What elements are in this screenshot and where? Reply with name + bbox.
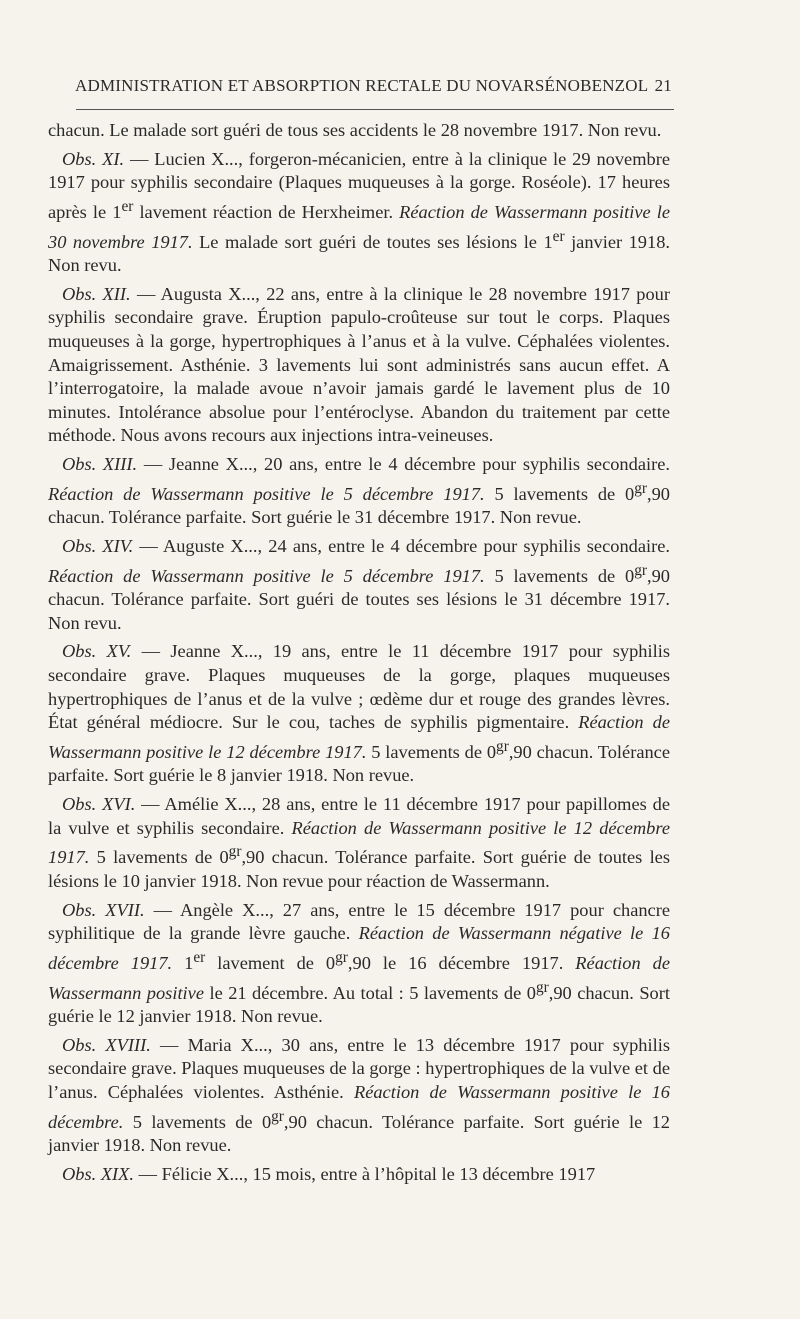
observation-16 bbox=[48, 793, 670, 894]
observation-text: — Auguste X..., 24 ans, entre le 4 décembre pour syphilis secondaire. Réaction de Wassermann positive le 5 décembre 1917. 5 lavements de $0^{gr},90$ chacun. Tolérance parfaite. Sort guéri de toutes ses lésions le 31 décembre 1917. Non revu. bbox=[48, 535, 671, 633]
observation-label: Obs. XVIII. bbox=[62, 1034, 151, 1055]
observation-text: — Augusta X..., 22 ans, entre à la clinique le 28 novembre 1917 pour syphilis secondaire grave. Éruption papulo-croûteuse sur tout le corps. Plaques muqueuses à la gorge, hypertrophiques à l’anus et à la vulve. Céphalées violentes. Amaigrissement. Asthénie. 3 lavements lui sont administrés sans aucun effet. A l’interrogatoire, la malade avoue n’avoir jamais gardé le lavement plus de 10 minutes. Intolérance absolue pour l’entéroclyse. Abandon du traitement par cette méthode. Nous avons recours aux injections intra-veineuses. bbox=[48, 283, 670, 446]
paragraph-continuation bbox=[48, 119, 670, 143]
observation-label: Obs. XII. bbox=[62, 283, 131, 304]
page-number: 21 bbox=[654, 76, 672, 95]
observation-label: Obs. XVII. bbox=[62, 899, 145, 920]
observation-17 bbox=[48, 899, 670, 1029]
observation-label: Obs. XIX. bbox=[62, 1163, 135, 1184]
observation-text: — Angèle X..., 27 ans, entre le 15 décembre 1917 pour chancre syphilitique de la grande lèvre gauche. Réaction de Wassermann négative le 16 décembre 1917. 1er lavement de $0^{gr},90$ le 16 décembre 1917. Réaction de Wassermann positive le 21 décembre. Au total : 5 lavements de $0^{gr},90$ chacun. Sort guérie le 12 janvier 1918. Non revue. bbox=[48, 899, 670, 1027]
observation-text: — Jeanne X..., 20 ans, entre le 4 décembre pour syphilis secondaire. Réaction de Wassermann positive le 5 décembre 1917. 5 lavements de $0^{gr},90$ chacun. Tolérance parfaite. Sort guérie le 31 décembre 1917. Non revue. bbox=[48, 453, 671, 528]
observation-18 bbox=[48, 1034, 670, 1158]
header-rule bbox=[76, 109, 674, 110]
observation-text: — Jeanne X..., 19 ans, entre le 11 décembre 1917 pour syphilis secondaire grave. Plaques muqueuses de la gorge, plaques muqueuses hypertrophiques de l’anus et de la vulve ; œdème dur et rouge des grandes lèvres. État général médiocre. Sur le cou, taches de syphilis pigmentaire. Réaction de Wassermann positive le 12 décembre 1917. 5 lavements de $0^{gr},90$ chacun. Tolérance parfaite. Sort guérie le 8 janvier 1918. Non revue. bbox=[48, 641, 670, 786]
observation-text: — Amélie X..., 28 ans, entre le 11 décembre 1917 pour papillomes de la vulve et syphilis secondaire. Réaction de Wassermann positive le 12 décembre 1917. 5 lavements de $0^{gr},90$ chacun. Tolérance parfaite. Sort guérie de toutes les lésions le 10 janvier 1918. Non revue pour réaction de Wassermann. bbox=[48, 794, 671, 891]
observation-19 bbox=[48, 1163, 670, 1187]
observation-14 bbox=[48, 535, 670, 636]
observation-label: Obs. XIV. bbox=[62, 535, 134, 556]
observation-label: Obs. XV. bbox=[62, 641, 132, 662]
observation-label: Obs. XI. bbox=[62, 148, 125, 169]
observation-12 bbox=[48, 283, 670, 448]
paragraph-text: chacun. Le malade sort guéri de tous ses accidents le 28 novembre 1917. Non revu. bbox=[48, 120, 662, 140]
observation-11 bbox=[48, 148, 670, 278]
observation-text: — Maria X..., 30 ans, entre le 13 décembre 1917 pour syphilis secondaire grave. Plaques muqueuses de la gorge : hypertrophiques de la vulve et de l’anus. Céphalées violentes. Asthénie. Réaction de Wassermann positive le 16 décembre. 5 lavements de $0^{gr},90$ chacun. Tolérance parfaite. Sort guérie le 12 janvier 1918. Non revue. bbox=[48, 1034, 670, 1156]
body-text bbox=[48, 119, 670, 1186]
observation-13 bbox=[48, 453, 670, 530]
running-title: ADMINISTRATION ET ABSORPTION RECTALE DU NOVARSÉNOBENZOL bbox=[75, 76, 649, 95]
observation-text: — Félicie X..., 15 mois, entre à l’hôpital le 13 décembre 1917 bbox=[134, 1163, 596, 1184]
observation-label: Obs. XIII. bbox=[62, 453, 138, 474]
observation-text: — Lucien X..., forgeron-mécanicien, entre à la clinique le 29 novembre 1917 pour syphilis secondaire (Plaques muqueuses à la gorge. Roséole). 17 heures après le 1er lavement réaction de Herxheimer. Réaction de Wassermann positive le 30 novembre 1917. Le malade sort guéri de toutes ses lésions le 1er janvier 1918. Non revu. bbox=[48, 148, 670, 276]
observation-15 bbox=[48, 640, 670, 788]
observation-label: Obs. XVI. bbox=[62, 794, 136, 815]
